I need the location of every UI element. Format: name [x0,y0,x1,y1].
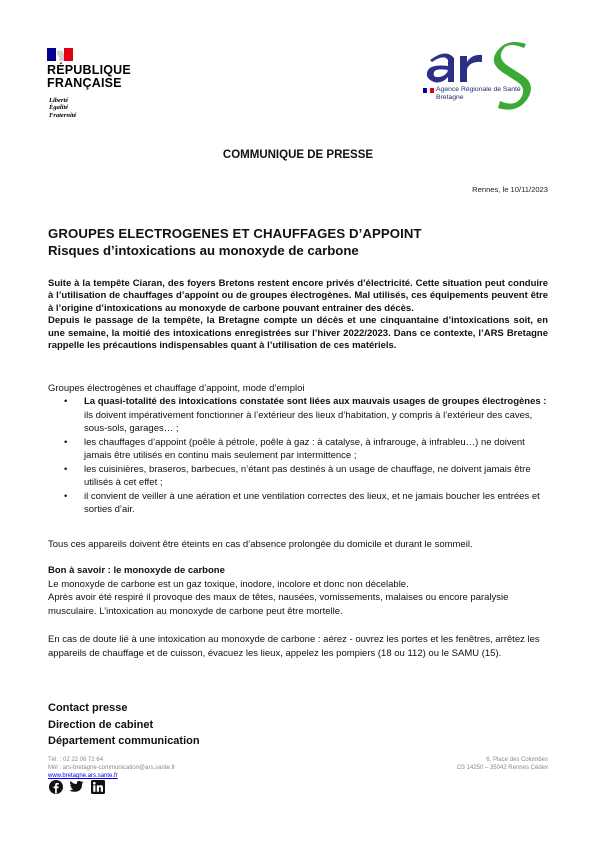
republique-francaise-title: RÉPUBLIQUE FRANÇAISE [47,63,131,90]
footer-phone: Tél. : 02 22 06 72 64 [48,757,104,763]
footer-website-link[interactable]: www.bretagne.ars.sante.fr [48,773,118,779]
guide-heading: Groupes électrogènes et chauffage d’appoint, mode d’emploi [48,383,305,394]
footer-email[interactable]: Mél : ars-bretagne-communication@ars.sante.fr [48,765,176,771]
list-item: • La quasi-totalité des intoxications constatée sont liées aux mauvais usages de groupes électrogènes : ils doivent impérativement fonctionner à l’extérieur des lieux d’habitation, y compris à l’extérieur des caves, sous-sols, garages… ; [64,396,547,434]
footer-contact-info [48,756,175,780]
bullet-icon: • [64,463,68,475]
ars-subtitle: Agence Régionale de Santé Bretagne [436,86,521,101]
press-release-kicker: COMMUNIQUE DE PRESSE [222,149,374,161]
marianne-flag-logo [47,48,73,61]
republic-motto: Liberté Égalité Fraternité [49,97,77,119]
lead-paragraphs [48,278,548,352]
devices-off-notice: Tous ces appareils doivent être éteints en cas d’absence prolongée du domicile et durant le sommeil. [48,539,473,550]
ars-logo [420,42,550,122]
list-item: • les cuisinières, braseros, barbecues, n’étant pas destinés à un usage de chauffage, ne doivent jamais être utilisés à cet effet ; [64,463,531,488]
bullet-icon: • [64,396,68,407]
release-date: Rennes, le 10/11/2023 [472,185,548,194]
bullet-icon: • [64,490,68,502]
footer-address: 6, Place des Colombes CS 14250 – 35042 Rennes Cédex [456,757,548,771]
linkedin-icon[interactable] [90,779,105,794]
co-facts-paragraph: Après avoir été respiré il provoque des maux de têtes, nausées, vomissements, malaises ou encore paralysie musculaire. L’intoxication au monoxyde de carbone peut être mortelle. [48,592,509,617]
safety-bullet-list [48,395,548,517]
bullet-icon: • [64,436,68,448]
emergency-instructions: En cas de doute lié à une intoxication au monoxyde de carbone : aérez - ouvrez les portes et les fenêtres, arrêtez les appareils de chauffage et de cuisson, évacuez les lieux, appelez les pompiers (18 ou 112) ou le SAMU (15). [48,634,540,659]
list-item: • il convient de veiller à une aération et une ventilation correctes des lieux, et ne jamais boucher les entrées et sorties d’air. [64,490,540,515]
co-facts-paragraph: Le monoxyde de carbone est un gaz toxique, inodore, incolore et donc non décelable. [48,578,409,590]
social-links [48,779,105,794]
lead-paragraph: Suite à la tempête Ciaran, des foyers Bretons restent encore privés d’électricité. Cette situation peut conduire à l’utilisation de chauffages d’appoint ou de groupes électrogènes. Mal utilisés, ces équipements peuvent être à l’origine d’intoxications au monoxyde de carbone pouvant entrainer des décès. [48,278,548,314]
lead-paragraph: Depuis le passage de la tempête, la Bretagne compte un décès et une cinquantaine d’intoxications soit, en une semaine, la moitié des intoxications enregistrées sur l’hiver 2022/2023. Dans ce contexte, l’ARS Bretagne rappelle les précautions indispensables quant à l’utilisation de ces matériels. [48,315,548,352]
co-facts-heading: Bon à savoir : le monoxyde de carbone [48,565,225,576]
co-facts-section [48,564,548,618]
page-subtitle: Risques d’intoxications au monoxyde de carbone [48,243,359,258]
page-title: GROUPES ELECTROGENES ET CHAUFFAGES D’APPOINT [48,226,422,241]
list-item: • les chauffages d’appoint (poêle à pétrole, poêle à gaz : à catalyse, à infrarouge, à infrableu…) ne doivent jamais être utilisés en continu mais seulement par intermittence ; [64,436,525,461]
press-contact: Contact presse Direction de cabinet Département communication [48,702,200,747]
facebook-icon[interactable] [48,779,63,794]
twitter-icon[interactable] [69,779,84,794]
